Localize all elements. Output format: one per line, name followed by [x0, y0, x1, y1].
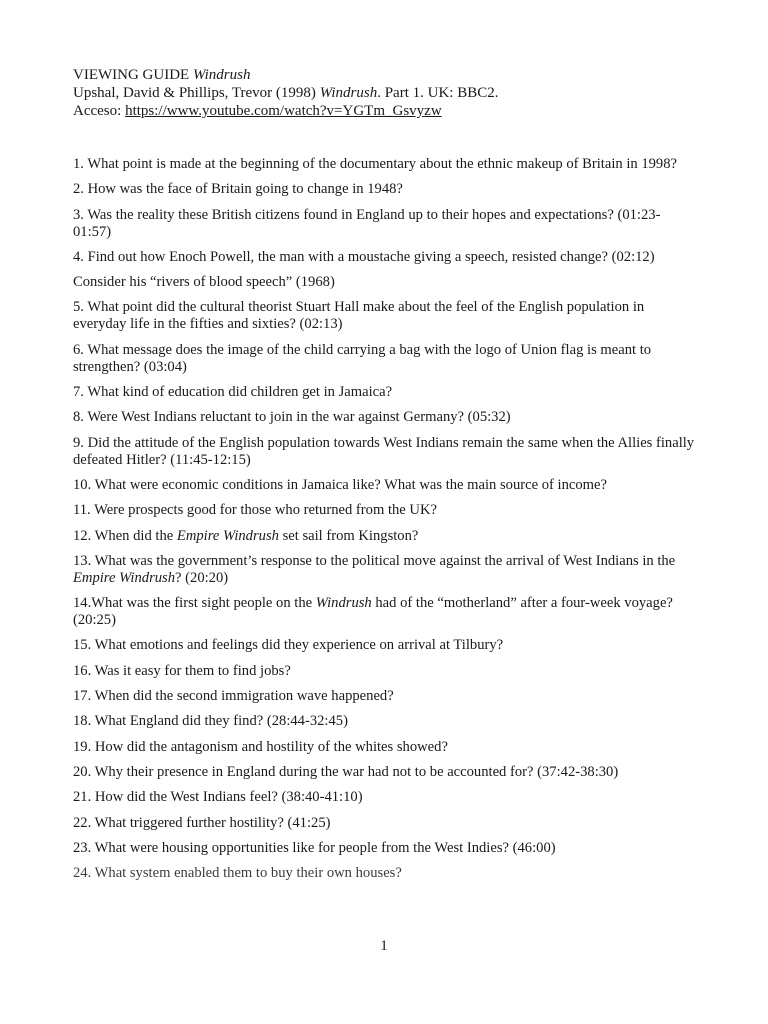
question-text: had of the “motherland” after a four-week voyage? (20:25)	[73, 595, 673, 629]
question-note: Consider his “rivers of blood speech” (1968)	[73, 274, 335, 291]
citation-source: . Part 1. UK: BBC2.	[377, 85, 499, 101]
question-item: 4. Find out how Enoch Powell, the man with a moustache giving a speech, resisted change? (02:12)	[73, 248, 655, 265]
title-text: VIEWING GUIDE	[73, 67, 193, 83]
question-list	[73, 156, 699, 890]
video-link[interactable]: https://www.youtube.com/watch?v=YGTm_Gsvyzw	[125, 103, 442, 119]
ship-name: Empire Windrush	[73, 569, 176, 586]
question-item: 20. Why their presence in England during the war had not to be accounted for? (37:42-38:30)	[73, 763, 619, 780]
question-item	[73, 595, 699, 629]
question-item: 5. What point did the cultural theorist Stuart Hall make about the feel of the English population in everyday life in the fifties and sixties? (02:13)	[73, 299, 645, 333]
citation-line	[73, 84, 713, 102]
question-item: 18. What England did they find? (28:44-32:45)	[73, 713, 348, 730]
question-text: 13. What was the government’s response to the political move against the arrival of West Indians in the	[73, 552, 676, 569]
question-item: 7. What kind of education did children get in Jamaica?	[73, 384, 393, 401]
question-text: 12. When did the	[73, 527, 177, 544]
question-item: 15. What emotions and feelings did they experience on arrival at Tilbury?	[73, 637, 504, 654]
access-label: Acceso:	[73, 103, 126, 119]
title-line	[73, 66, 713, 84]
title-italic: Windrush	[192, 67, 251, 83]
question-item: 16. Was it easy for them to find jobs?	[73, 662, 291, 679]
citation-title: Windrush	[319, 85, 378, 101]
question-item: 6. What message does the image of the child carrying a bag with the logo of Union flag is meant to strengthen? (03:04)	[73, 341, 652, 375]
page-number: 1	[380, 938, 388, 954]
question-item: 10. What were economic conditions in Jamaica like? What was the main source of income?	[73, 476, 607, 493]
question-item: 3. Was the reality these British citizens found in England up to their hopes and expectations? (01:23- 01:57)	[73, 206, 661, 240]
document-header	[73, 66, 713, 120]
question-item: 23. What were housing opportunities like for people from the West Indies? (46:00)	[73, 839, 556, 856]
question-text: set sail from Kingston?	[278, 527, 419, 544]
question-item: 21. How did the West Indians feel? (38:40-41:10)	[73, 789, 363, 806]
question-text: ? (20:20)	[175, 569, 229, 586]
question-item: 2. How was the face of Britain going to change in 1948?	[73, 181, 403, 198]
access-line	[73, 102, 713, 120]
citation-authors: Upshal, David & Phillips, Trevor (1998)	[73, 85, 320, 101]
question-text: 14.What was the first sight people on the	[73, 595, 316, 612]
question-item: 11. Were prospects good for those who returned from the UK?	[73, 502, 437, 519]
ship-name: Empire Windrush	[176, 527, 279, 544]
question-item	[73, 553, 699, 587]
question-item: 22. What triggered further hostility? (41:25)	[73, 814, 331, 831]
ship-name: Windrush	[315, 595, 372, 612]
question-item: 24. What system enabled them to buy their own houses?	[73, 865, 402, 882]
question-item: 1. What point is made at the beginning of the documentary about the ethnic makeup of Britain in 1998?	[73, 156, 678, 172]
question-item: 8. Were West Indians reluctant to join in the war against Germany? (05:32)	[73, 409, 511, 426]
question-item: 9. Did the attitude of the English population towards West Indians remain the same when the Allies finally defeated Hitler? (11:45-12:15)	[73, 434, 695, 468]
question-item: 19. How did the antagonism and hostility of the whites showed?	[73, 738, 448, 755]
question-item: 17. When did the second immigration wave happened?	[73, 688, 394, 705]
question-item	[73, 528, 699, 545]
